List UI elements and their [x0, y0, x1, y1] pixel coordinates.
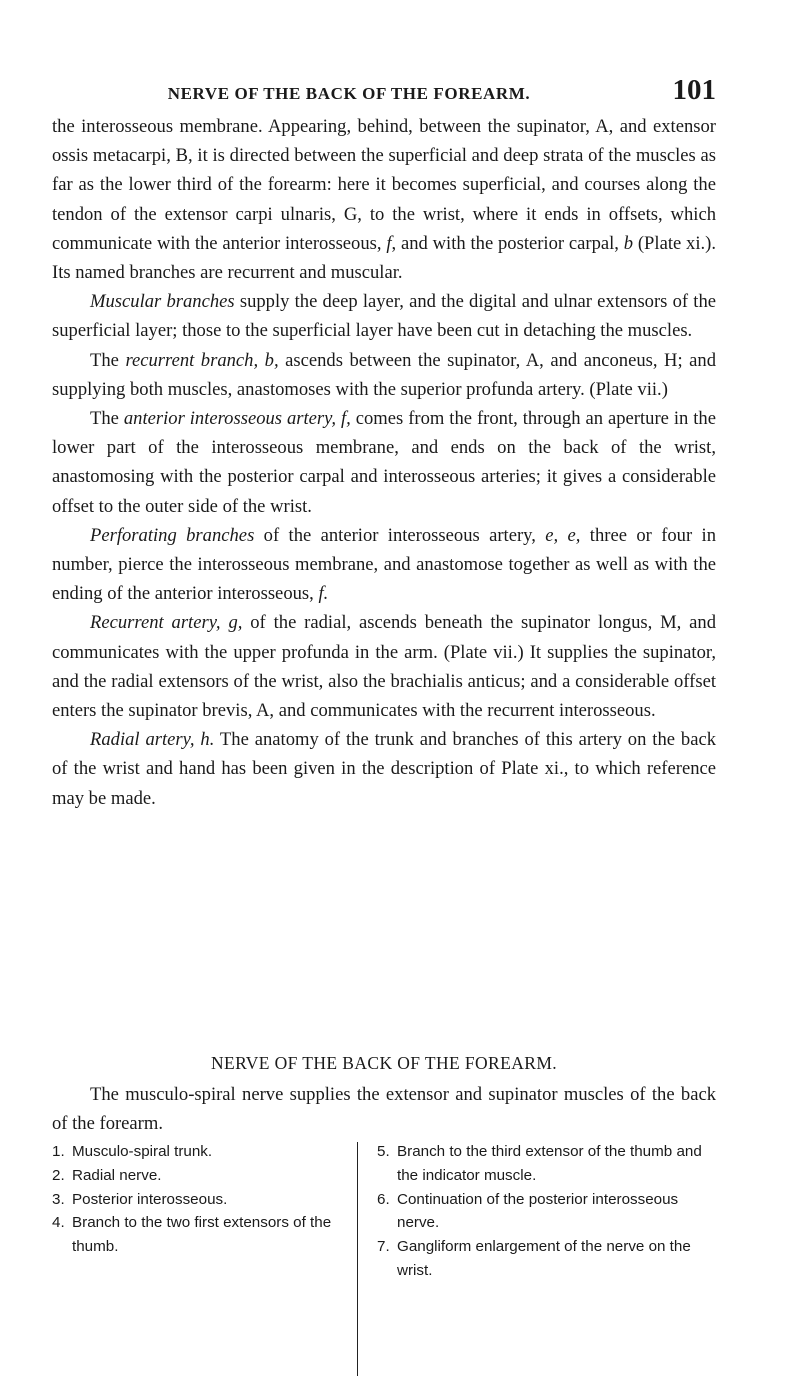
legend-item: [52, 1164, 342, 1188]
legend-divider: [357, 1142, 358, 1376]
legend-item: [52, 1188, 342, 1212]
text-run: supply the deep layer, and the digital and ulnar extensors of the superficial layer; those to the superficial layer have been cut in detaching the muscles.: [52, 291, 716, 342]
legend-column-left: [52, 1140, 342, 1259]
text-run: The: [90, 408, 124, 430]
legend-text: Branch to the two first extensors of the thumb.: [72, 1214, 332, 1256]
legend-number: 7.: [377, 1238, 390, 1256]
italic-run: e, e,: [545, 524, 581, 546]
body-text: [52, 112, 716, 813]
legend-number: 6.: [377, 1190, 390, 1208]
legend-item: [377, 1188, 716, 1236]
legend-number: 2.: [52, 1166, 65, 1184]
legend-item: [377, 1235, 716, 1283]
paragraph: [52, 346, 716, 404]
legend-column-right: [377, 1140, 716, 1283]
page-number: 101: [672, 74, 716, 106]
legend-item: [52, 1140, 342, 1164]
section-intro: The musculo-spiral nerve supplies the extensor and supinator muscles of the back of the forearm.: [52, 1084, 716, 1134]
legend-text: Continuation of the posterior interosseous nerve.: [397, 1190, 679, 1232]
legend-number: 1.: [52, 1143, 65, 1160]
legend-text: Radial nerve.: [72, 1166, 162, 1184]
text-run: , and with the posterior carpal,: [391, 232, 624, 254]
text-run: ascends between the supinator, A, and anconeus, H; and supplying both muscles, anastomoses with the superior profunda artery. (Plate vii.): [52, 349, 717, 400]
italic-run: Muscular branches: [90, 291, 235, 313]
legend-item: [377, 1140, 716, 1188]
legend-text: Branch to the third extensor of the thumb and the indicator muscle.: [397, 1143, 702, 1184]
text-run: The: [90, 349, 126, 371]
paragraph: [52, 112, 716, 287]
text-run: (Plate xi.). Its named branches are recurrent and muscular.: [52, 232, 716, 284]
paragraph: [52, 725, 716, 813]
legend-text: Gangliform enlargement of the nerve on the wrist.: [397, 1238, 691, 1279]
text-run: of the radial, ascends beneath the supinator longus, M, and communicates with the upper profunda in the arm. (Plate vii.) It supplies the supinator, and the radial extensors of the wrist, also the brachialis anticus; and a considerable offset enters the supinator brevis, A, and communicates with the recurrent interosseous.: [52, 612, 716, 722]
paragraph: [52, 521, 716, 609]
text-run: of the anterior interosseous artery,: [254, 524, 546, 546]
italic-run: b: [623, 232, 634, 254]
paragraph: [52, 287, 716, 345]
text-run: The anatomy of the trunk and branches of this artery on the back of the wrist and hand has been given in the description of Plate xi., to which reference may be made.: [52, 729, 716, 809]
italic-run: anterior interosseous artery, f,: [123, 408, 351, 430]
legend-number: 3.: [52, 1190, 65, 1208]
italic-run: Radial artery, h.: [90, 729, 215, 751]
legend-number: 4.: [52, 1214, 65, 1232]
italic-run: f: [386, 232, 392, 254]
running-head: NERVE OF THE BACK OF THE FOREARM.: [167, 84, 531, 103]
section-title: NERVE OF THE BACK OF THE FOREARM.: [210, 1053, 558, 1073]
text-run: three or four in number, pierce the interosseous membrane, and anastomose together as well as with the ending of the anterior interosseous,: [52, 524, 716, 605]
legend-item: [52, 1211, 342, 1259]
text-run: the interosseous membrane. Appearing, behind, between the supinator, A, and extensor ossis metacarpi, B, it is directed between the superficial and deep strata of the muscles as far as the lower third of the forearm: here it becomes superficial, and courses along the tendon of the extensor carpi ulnaris, G, to the wrist, where it ends in offsets, which communicate with the anterior interosseous,: [52, 116, 716, 254]
italic-run: recurrent branch, b,: [125, 349, 279, 371]
paragraph: [52, 608, 716, 725]
text-run: comes from the front, through an aperture in the lower part of the interosseous membrane, and ends on the back of the wrist, anastomosing with the posterior carpal and interosseous arteries; it gives a considerable offset to the outer side of the wrist.: [52, 408, 716, 517]
italic-run: Perforating branches: [90, 524, 255, 546]
paragraph: [52, 404, 716, 521]
italic-run: f.: [318, 583, 329, 605]
legend-text: Musculo-spiral trunk.: [72, 1143, 213, 1160]
legend-text: Posterior interosseous.: [72, 1190, 228, 1208]
legend-number: 5.: [377, 1143, 390, 1160]
page-header: [52, 70, 716, 106]
italic-run: Recurrent artery, g,: [90, 612, 243, 634]
